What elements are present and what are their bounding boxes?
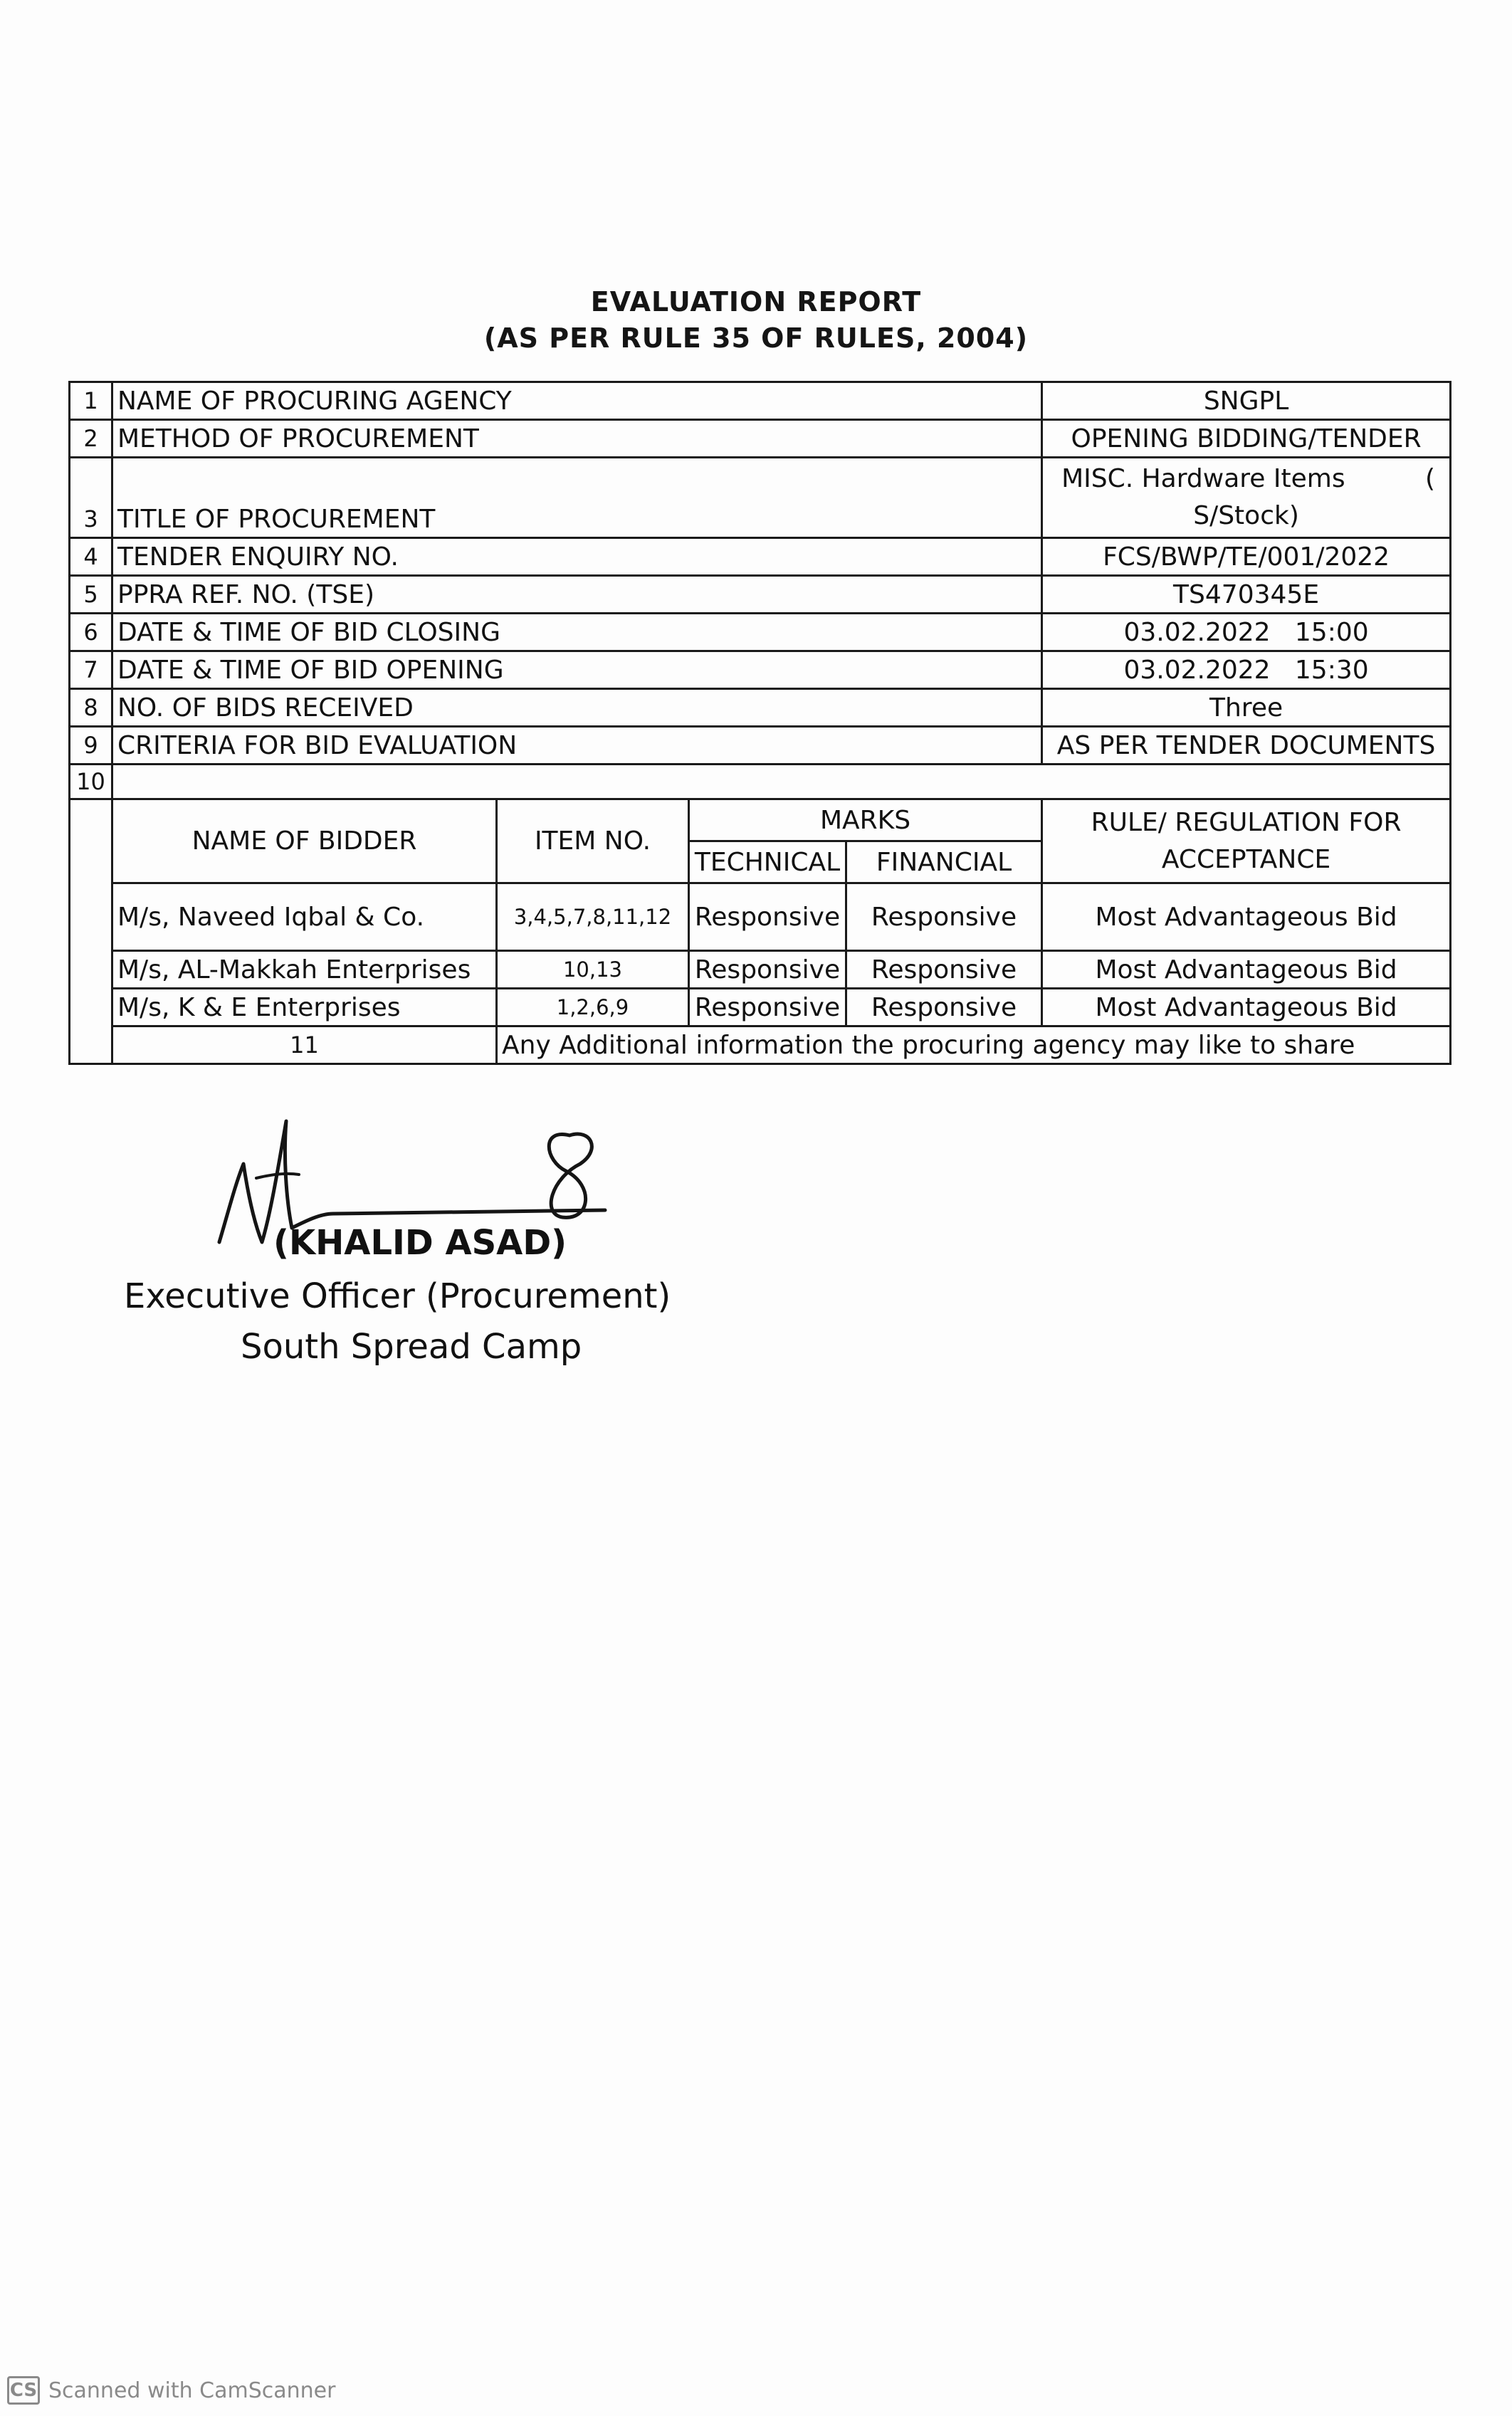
row-number: 2	[70, 420, 112, 458]
table-row	[70, 420, 1451, 458]
table-row	[70, 538, 1451, 576]
row-value: TS470345E	[1042, 576, 1451, 614]
bidder-name-header: NAME OF BIDDER	[112, 799, 497, 883]
acceptance-rule: Most Advantageous Bid	[1042, 989, 1451, 1026]
procurement-title-line2: S/Stock)	[1193, 501, 1299, 530]
row-label: DATE & TIME OF BID OPENING	[112, 651, 1042, 689]
report-subtitle: (AS PER RULE 35 OF RULES, 2004)	[483, 322, 1029, 354]
row-label: METHOD OF PROCUREMENT	[112, 420, 1042, 458]
scanner-footer-text: Scanned with CamScanner	[48, 2378, 336, 2403]
row-number: 10	[70, 765, 112, 799]
procurement-title-paren: (	[1425, 464, 1436, 493]
table-row	[70, 382, 1451, 420]
signatory-designation: Executive Officer (Procurement)	[124, 1276, 671, 1316]
acceptance-rule: Most Advantageous Bid	[1042, 883, 1451, 951]
row-value: 03.02.2022 15:00	[1042, 614, 1451, 651]
row-value: Three	[1042, 689, 1451, 727]
row-number: 4	[70, 538, 112, 576]
camscanner-logo-icon: CS	[7, 2376, 40, 2405]
procurement-title-line1: MISC. Hardware Items	[1061, 464, 1345, 493]
signatory-name: (KHALID ASAD)	[273, 1223, 567, 1263]
row-value: 03.02.2022 15:30	[1042, 651, 1451, 689]
row-number: 8	[70, 689, 112, 727]
row-number: 7	[70, 651, 112, 689]
report-title: EVALUATION REPORT	[590, 286, 922, 317]
table-row	[70, 727, 1451, 765]
row-number: 9	[70, 727, 112, 765]
row-spacer	[70, 799, 112, 1064]
row-label: TITLE OF PROCUREMENT	[112, 458, 1042, 538]
bidder-row	[70, 951, 1451, 989]
row-value: SNGPL	[1042, 382, 1451, 420]
financial-status: Responsive	[846, 883, 1042, 951]
row-number: 3	[70, 458, 112, 538]
technical-status: Responsive	[689, 989, 846, 1026]
acceptance-rule: Most Advantageous Bid	[1042, 951, 1451, 989]
financial-status: Responsive	[846, 989, 1042, 1026]
row-label: NO. OF BIDS RECEIVED	[112, 689, 1042, 727]
table-row	[70, 1026, 1451, 1064]
table-row	[70, 651, 1451, 689]
evaluation-table	[68, 381, 1451, 1065]
row-number: 6	[70, 614, 112, 651]
row-label: CRITERIA FOR BID EVALUATION	[112, 727, 1042, 765]
row-label: DATE & TIME OF BID CLOSING	[112, 614, 1042, 651]
row-value: OPENING BIDDING/TENDER	[1042, 420, 1451, 458]
bidder-name: M/s, AL-Makkah Enterprises	[112, 951, 497, 989]
row-label: NAME OF PROCURING AGENCY	[112, 382, 1042, 420]
row-label: PPRA REF. NO. (TSE)	[112, 576, 1042, 614]
technical-status: Responsive	[689, 951, 846, 989]
row-number: 1	[70, 382, 112, 420]
signatory-office: South Spread Camp	[241, 1327, 582, 1367]
table-row	[70, 614, 1451, 651]
financial-header: FINANCIAL	[846, 841, 1042, 883]
row-value: AS PER TENDER DOCUMENTS	[1042, 727, 1451, 765]
row-label: Any Additional information the procuring agency may like to share	[497, 1026, 1451, 1064]
bidder-row	[70, 989, 1451, 1026]
bidder-row	[70, 883, 1451, 951]
bidder-name: M/s, Naveed Iqbal & Co.	[112, 883, 497, 951]
row-number: 5	[70, 576, 112, 614]
financial-status: Responsive	[846, 951, 1042, 989]
row-value: FCS/BWP/TE/001/2022	[1042, 538, 1451, 576]
bidder-items: 3,4,5,7,8,11,12	[497, 883, 689, 951]
table-row	[70, 765, 1451, 799]
table-row	[70, 576, 1451, 614]
bidder-items: 10,13	[497, 951, 689, 989]
bid-header-row	[70, 799, 1451, 841]
bidder-name: M/s, K & E Enterprises	[112, 989, 497, 1026]
scanner-footer	[7, 2376, 335, 2405]
technical-header: TECHNICAL	[689, 841, 846, 883]
row-number: 11	[112, 1026, 497, 1064]
row-label: TENDER ENQUIRY NO.	[112, 538, 1042, 576]
bidder-items: 1,2,6,9	[497, 989, 689, 1026]
rule-header: RULE/ REGULATION FOR ACCEPTANCE	[1042, 799, 1451, 883]
technical-status: Responsive	[689, 883, 846, 951]
row-value	[1042, 458, 1451, 538]
row-empty	[112, 765, 1451, 799]
marks-header: MARKS	[689, 799, 1042, 841]
item-no-header: ITEM NO.	[497, 799, 689, 883]
table-row	[70, 458, 1451, 538]
table-row	[70, 689, 1451, 727]
